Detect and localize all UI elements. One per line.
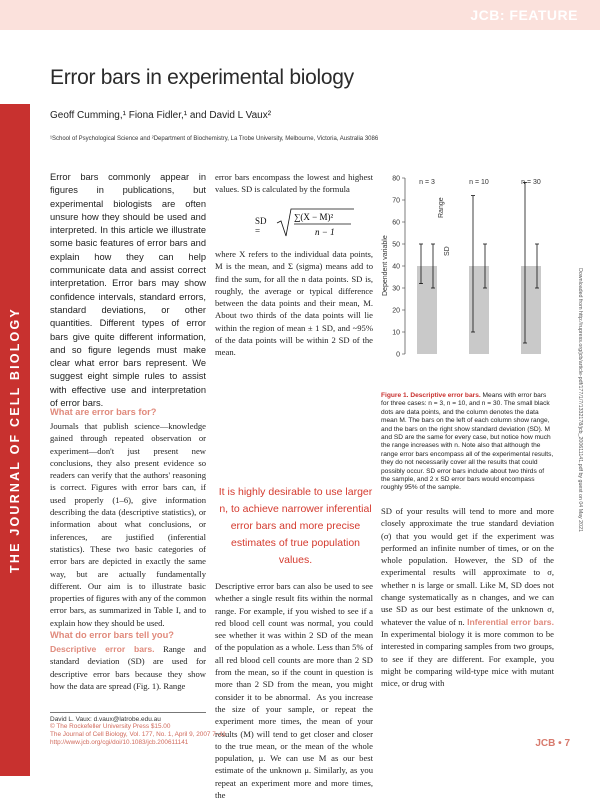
sd-annotation: SD	[444, 246, 451, 256]
col3-text	[381, 505, 554, 689]
col2-after-formula: where X refers to the individual data points, M is the mean, and Σ (sigma) means add to find the sum, for all the n data points. SD is, roughly, the average or typical difference between the data points and their mean, M. About two thirds of the data points will lie within the region of mean ± 1 SD, and ~95% of the data points will be within 2 SD of the mean.	[215, 249, 373, 358]
range-annotation: Range	[438, 197, 445, 218]
section-label: FEATURE	[509, 7, 578, 23]
bar-2	[469, 266, 489, 354]
panel-label: n = 3	[419, 179, 435, 186]
col2-bottom-text: Descriptive error bars can also be used to see whether a single result fits within the normal range. For example, if you wished to see if a red blood cell count was normal, you could see whether it was within 2 SD of the mean of the population as a whole. Less than 5% of all red blood cell counts are more than 2 SD from the mean, so if the count in question is more than 2 SD from the mean, you might consider it to be abnormal. As you increase the size of your sample, or repeat the experiment more times, the mean of your results (M) will tend to get closer and closer to the true mean, or the mean of the whole population, μ. We can use M as our best estimate of the unknown μ. Similarly, as you repeat an experiment more and more times, the	[215, 581, 373, 801]
y-tick-label: 10	[392, 329, 400, 337]
panel-label: n = 10	[469, 179, 489, 186]
contact-email: David L. Vaux: d.vaux@latrobe.edu.au	[50, 716, 161, 723]
header-band	[0, 0, 600, 30]
formula-lhs: SD =	[255, 216, 267, 236]
contact-divider	[50, 712, 206, 713]
y-axis-label: Dependent variable	[382, 235, 389, 296]
footer-copyright: © The Rockefeller University Press $15.00	[50, 723, 171, 730]
y-axis	[392, 176, 405, 359]
caption-title: Descriptive error bars.	[410, 392, 481, 399]
descriptive-text: Range and standard deviation (SD) are used for descriptive error bars because they show how the data are spread (Fig. 1). Range	[50, 644, 206, 691]
footer-doi: http://www.jcb.org/cgi/doi/10.1083/jcb.200611141	[50, 739, 189, 746]
feature-label: JCB: FEATURE	[470, 7, 578, 23]
y-tick-label: 80	[392, 175, 400, 183]
y-tick-label: 70	[392, 197, 400, 205]
figure-1-chart	[381, 170, 556, 380]
section-heading-what-do: What do error bars tell you?	[50, 630, 174, 640]
y-tick-label: 40	[392, 263, 400, 271]
caption-label: Figure 1.	[381, 392, 409, 399]
formula-radical	[275, 207, 355, 239]
download-note: Downloaded from http://rupress.org/jcb/article-pdf/177/1/7/1332178/jcb_200611141.pdf by guest on 04 May 2021	[577, 268, 583, 532]
col3-text-1: SD of your results will tend to more and more closely approximate the true standard deviation (σ) that you would get if the experiment was performed an infinite number of times, or on the whole population. However, the SD of the experimental results will approximate to σ, whether n is large or small. Like M, SD does not change systematically as n changes, and we can use SD as our best estimate of the unknown σ, whatever the value of n.	[381, 506, 554, 627]
section-text-what-are: Journals that publish science—knowledge gained through repeated observation or experiment—don't just present new conclusions, they also present evidence so readers can verify that the authors' reasoning is correct. Figures with error bars can, if used properly (1–6), give information describing the data (descriptive statistics), or information about what conclusions, or inferences, are justified (inferential statistics). These two basic categories of error bars are depicted in exactly the same way, but are actually fundamentally different. Our aim is to illustrate basic properties of figures with any of the common error bars, as summarized in Table I, and to explain how they should be used.	[50, 421, 206, 628]
y-tick-label: 30	[392, 285, 400, 293]
footer-citation	[50, 723, 226, 747]
abstract: Error bars commonly appear in figures in publications, but experimental biologists are often unsure how they should be used and interpreted. In this article we illustrate some basic features of error bars and explain how they can help communicate data and assist correct interpretation. Error bars may show confidence intervals, standard errors, standard deviations, or other quantities. Different types of error bars give quite different information, and so figure legends must make clear what error bars represent. We suggest eight simple rules to assist with effective use and interpretation of error bars.	[50, 172, 206, 409]
y-tick-label: 50	[392, 241, 400, 249]
inline-heading-descriptive: Descriptive error bars.	[50, 644, 155, 654]
footer-volume: The Journal of Cell Biology, Vol. 177, No. 1, April 9, 2007 7–11	[50, 731, 226, 738]
svg-text:n − 1: n − 1	[315, 227, 335, 237]
y-tick-label: 60	[392, 219, 400, 227]
caption-text: Means with error bars for three cases: n = 3, n = 10, and n = 30. The small black dots are data points, and the column denotes the data mean M. The bars on the left of each column show range, and the bars on the right show standard deviation (SD). M and SD are the same for every case, but notice how much the range increases with n. Note also that although the range error bars encompass all of the experimental results, they do not necessarily cover all the results that could possibly occur. SD error bars include about two thirds of the sample, and 2 x SD error bars would encompass roughly 95% of the sample.	[381, 392, 554, 492]
bar-3	[521, 266, 541, 354]
author-list: Geoff Cumming,¹ Fiona Fidler,¹ and David L Vaux²	[50, 110, 272, 121]
pullquote: It is highly desirable to use larger n, to achieve narrower inferential error bars and more precise estimates of true population values.	[218, 486, 373, 566]
article-title: Error bars in experimental biology	[50, 66, 354, 89]
figure-caption	[381, 392, 554, 493]
journal-abbrev: JCB	[470, 7, 500, 23]
inline-heading-inferential: Inferential error bars.	[467, 616, 554, 627]
col3-text-2: In experimental biology it is more common to be interested in comparing samples from two groups, to see if they are different. For example, you might be comparing wild-type mice with mutant mice, or drug with	[381, 628, 554, 689]
svg-text:∑(X − M)²: ∑(X − M)²	[294, 212, 334, 222]
bar-1	[417, 266, 437, 354]
page-number: JCB • 7	[535, 738, 570, 749]
y-tick-label: 0	[396, 351, 400, 359]
section-text-what-do	[50, 643, 206, 692]
panel-label: n = 30	[521, 179, 541, 186]
y-tick-label: 20	[392, 307, 400, 315]
section-heading-what-are: What are error bars for?	[50, 407, 157, 417]
affiliation: ¹School of Psychological Science and ²Department of Biochemistry, La Trobe University, Melbourne, Victoria, Australia 3086	[50, 136, 379, 142]
bar-series	[417, 179, 541, 354]
journal-name: THE JOURNAL OF CELL BIOLOGY	[8, 307, 22, 573]
col2-top-text: error bars encompass the lowest and highest values. SD is calculated by the formula	[215, 172, 373, 195]
